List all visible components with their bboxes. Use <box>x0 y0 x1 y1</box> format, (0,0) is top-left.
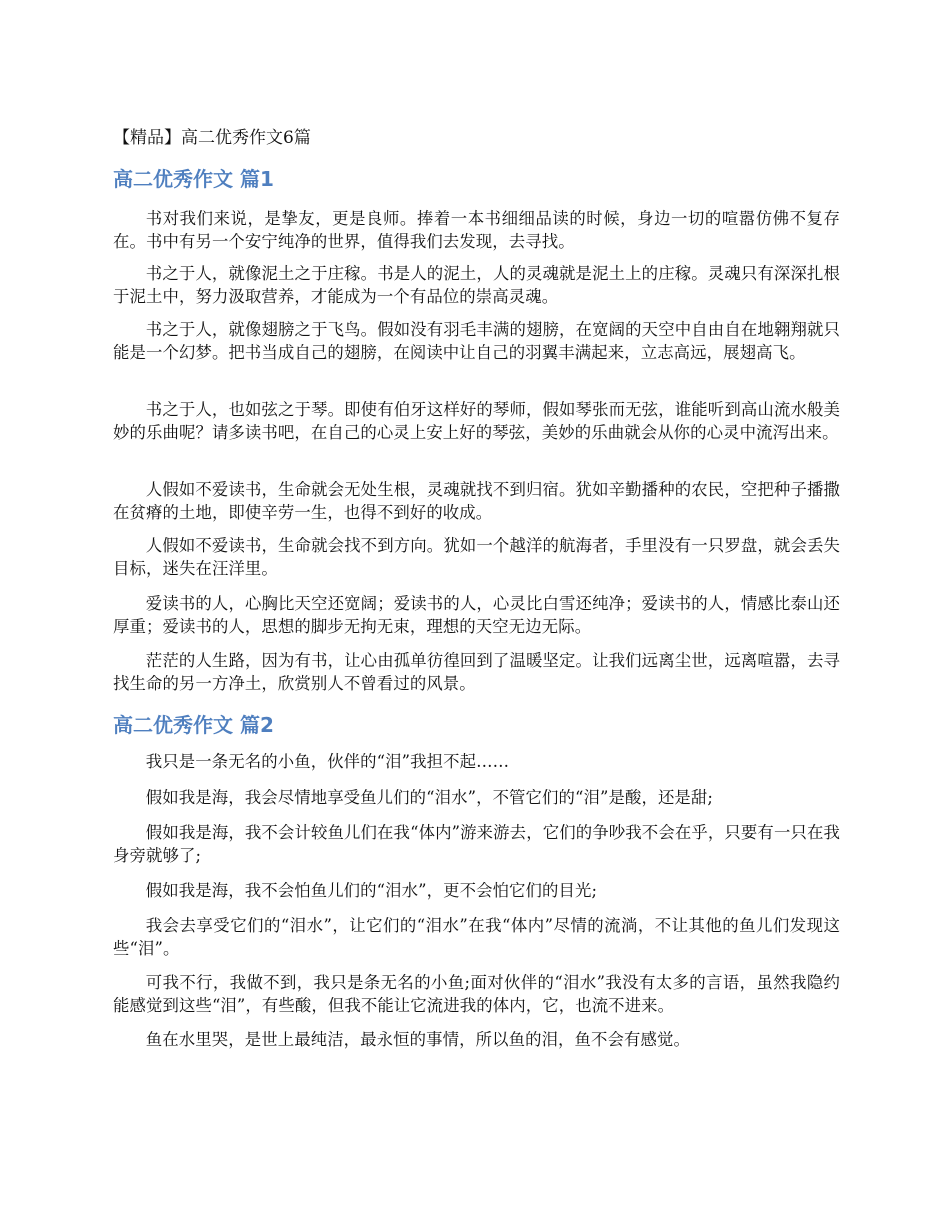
paragraph: 我只是一条无名的小鱼，伙伴的“泪”我担不起…… <box>145 752 510 771</box>
paragraph: 书对我们来说，是挚友，更是良师。捧着一本书细细品读的时候，身边一切的喧嚣仿佛不复存在。书中有另一个安宁纯净的世界，值得我们去发现，去寻找。 <box>113 209 840 251</box>
section-heading: 高二优秀作文 篇1 <box>113 167 274 191</box>
document-title: 【精品】高二优秀作文6篇 <box>113 128 311 148</box>
paragraph: 书之于人，就像泥土之于庄稼。书是人的泥土，人的灵魂就是泥土上的庄稼。灵魂只有深深扎根于泥土中，努力汲取营养，才能成为一个有品位的崇高灵魂。 <box>113 264 840 306</box>
paragraph: 假如我是海，我会尽情地享受鱼儿们的“泪水”，不管它们的“泪”是酸，还是甜; <box>145 788 714 807</box>
paragraph: 我会去享受它们的“泪水”，让它们的“泪水”在我“体内”尽情的流淌，不让其他的鱼儿们发现这些“泪”。 <box>113 916 840 958</box>
paragraph: 茫茫的人生路，因为有书，让心由孤单彷徨回到了温暖坚定。让我们远离尘世，远离喧嚣，去寻找生命的另一方净土，欣赏别人不曾看过的风景。 <box>113 651 840 693</box>
paragraph: 爱读书的人，心胸比天空还宽阔；爱读书的人，心灵比白雪还纯净；爱读书的人，情感比泰山还厚重；爱读书的人，思想的脚步无拘无束，理想的天空无边无际。 <box>113 594 840 636</box>
paragraph: 人假如不爱读书，生命就会无处生根，灵魂就找不到归宿。犹如辛勤播种的农民，空把种子播撒在贫瘠的土地，即使辛劳一生，也得不到好的收成。 <box>113 480 840 522</box>
paragraph: 人假如不爱读书，生命就会找不到方向。犹如一个越洋的航海者，手里没有一只罗盘，就会丢失目标，迷失在汪洋里。 <box>113 536 840 578</box>
paragraph: 鱼在水里哭，是世上最纯洁，最永恒的事情，所以鱼的泪，鱼不会有感觉。 <box>145 1030 690 1049</box>
paragraph: 假如我是海，我不会怕鱼儿们的“泪水”，更不会怕它们的目光; <box>145 881 598 900</box>
paragraph: 可我不行，我做不到，我只是条无名的小鱼;面对伙伴的“泪水”我没有太多的言语，虽然我隐约能感觉到这些“泪”，有些酸，但我不能让它流进我的体内，它，也流不进来。 <box>113 973 840 1015</box>
section-heading: 高二优秀作文 篇2 <box>113 713 274 737</box>
paragraph: 书之于人，也如弦之于琴。即使有伯牙这样好的琴师，假如琴张而无弦，谁能听到高山流水般美妙的乐曲呢？请多读书吧，在自己的心灵上安上好的琴弦，美妙的乐曲就会从你的心灵中流泻出来。 <box>113 400 840 442</box>
paragraph: 假如我是海，我不会计较鱼儿们在我“体内”游来游去，它们的争吵我不会在乎，只要有一只在我身旁就够了; <box>113 823 840 865</box>
paragraph: 书之于人，就像翅膀之于飞鸟。假如没有羽毛丰满的翅膀，在宽阔的天空中自由自在地翱翔就只能是一个幻梦。把书当成自己的翅膀，在阅读中让自己的羽翼丰满起来，立志高远，展翅高飞。 <box>113 320 840 362</box>
